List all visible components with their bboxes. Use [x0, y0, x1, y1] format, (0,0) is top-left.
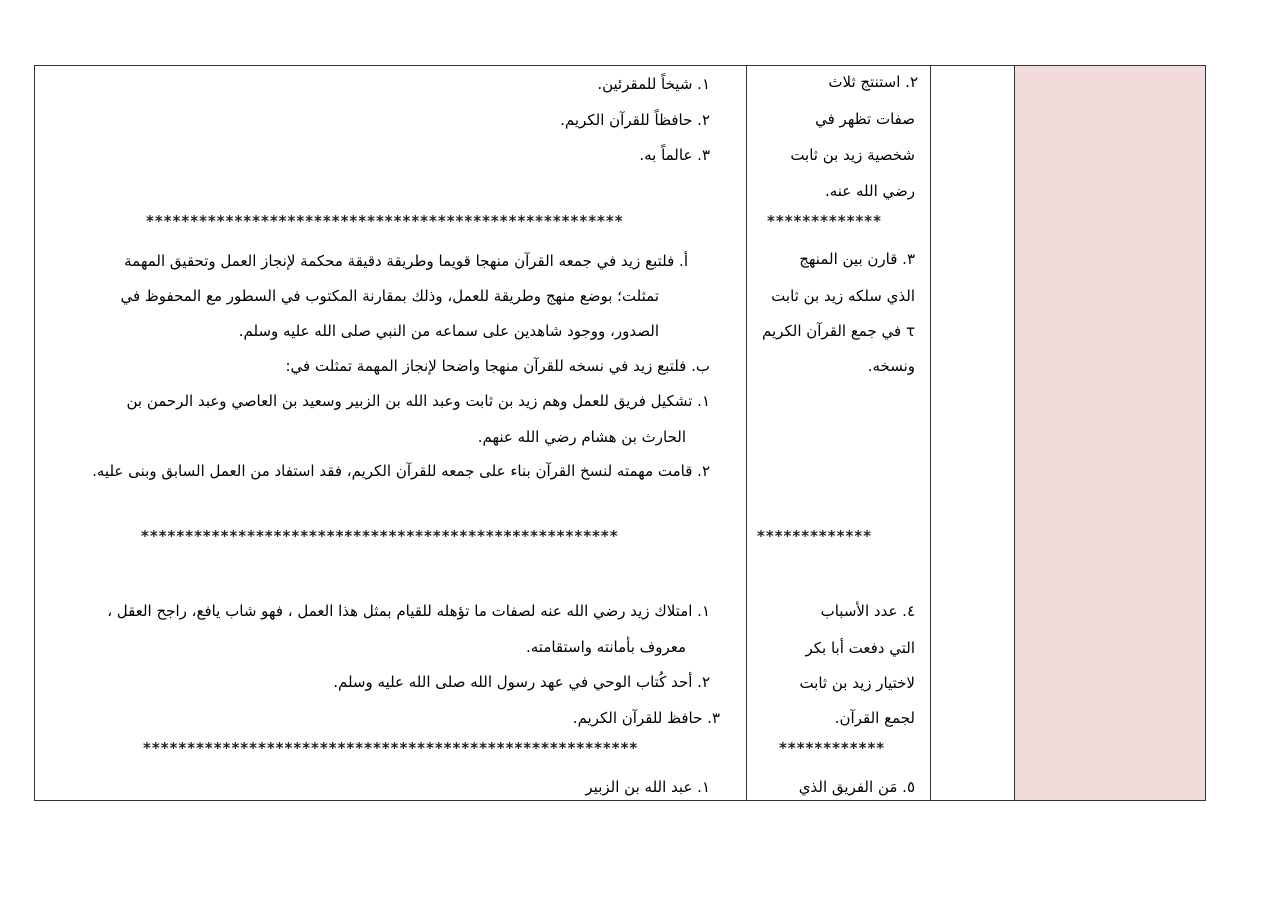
q4-answer-line-2: معروف بأمانته واستقامته. [525, 638, 686, 656]
q3-answer-line-4: ب. فلتبع زيد في نسخه للقرآن منهجا واضحا لإنجاز المهمة تمثلت في: [285, 357, 710, 375]
separator-answers-2: ****************************************************** [141, 527, 619, 545]
q4-question-line-2: التي دفعت أبا بكر [805, 639, 915, 657]
q3-answer-line-3: الصدور، ووجود شاهدين على سماعه من النبي صلى الله عليه وسلم. [238, 322, 659, 340]
q4-question-line-4: لجمع القرآن. [834, 709, 915, 727]
separator-questions-2: ************* [757, 527, 872, 545]
q4-answer-line-3: ٢. أحد كُتاب الوحي في عهد رسول الله صلى الله عليه وسلم. [333, 673, 710, 691]
q2-question-line-2: صفات تظهر في [815, 110, 915, 128]
highlight-column [1014, 65, 1206, 801]
q3-question-line-1: ٣. قارن بين المنهج [799, 250, 915, 268]
q3-answer-line-5: ١. تشكيل فريق للعمل وهم زيد بن ثابت وعبد الله بن الزبير وسعيد بن العاصي وعبد الرحمن بن [126, 392, 710, 410]
separator-answers-1: ****************************************************** [146, 212, 624, 230]
q5-question-line-1: ٥. مَن الفريق الذي [798, 778, 915, 796]
q3-answer-line-6: الحارث بن هشام رضي الله عنهم. [477, 428, 686, 446]
q3-answer-line-7: ٢. قامت مهمته لنسخ القرآن بناء على جمعه للقرآن الكريم، فقد استفاد من العمل السابق وبنى عليه. [92, 462, 710, 480]
separator-answers-3: ******************************************************** [143, 739, 639, 757]
q2-question-line-1: ٢. استنتج ثلاث [828, 73, 918, 91]
separator-questions-1: ************* [767, 212, 882, 230]
separator-questions-3: ************ [779, 739, 886, 757]
q3-question-line-2: الذي سلكه زيد بن ثابت [771, 287, 915, 305]
q2-answer-2: ٢. حافظاً للقرآن الكريم. [560, 111, 710, 129]
q5-answer-line-1: ١. عبد الله بن الزبير [585, 778, 710, 796]
q3-answer-line-1: أ. فلتبع زيد في جمعه القرآن منهجا قويما وطريقة دقيقة محكمة لإنجاز العمل وتحقيق المهمة [124, 252, 688, 270]
q2-question-line-4: رضي الله عنه. [824, 182, 915, 200]
q3-question-line-4: ونسخه. [867, 357, 915, 375]
q2-answer-3: ٣. عالماً به. [639, 146, 710, 164]
column-divider-questions [930, 65, 931, 801]
column-divider-answers [746, 65, 747, 801]
q4-answer-line-1: ١. امتلاك زيد رضي الله عنه لصفات ما تؤهله للقيام بمثل هذا العمل ، فهو شاب يافع، راجح العقل ، [107, 602, 710, 620]
q4-answer-line-4: ٣. حافظ للقرآن الكريم. [572, 709, 720, 727]
q3-answer-line-2: تمثلت؛ بوضع منهج وطريقة للعمل، وذلك بمقارنة المكتوب في السطور مع المحفوظ في [120, 287, 659, 305]
q2-answer-1: ١. شيخاً للمقرئين. [597, 75, 710, 93]
q3-question-line-3: τ في جمع القرآن الكريم [762, 322, 915, 340]
q4-question-line-3: لاختيار زيد بن ثابت [799, 674, 915, 692]
q4-question-line-1: ٤. عدد الأسباب [820, 602, 915, 620]
q2-question-line-3: شخصية زيد بن ثابت [790, 146, 915, 164]
